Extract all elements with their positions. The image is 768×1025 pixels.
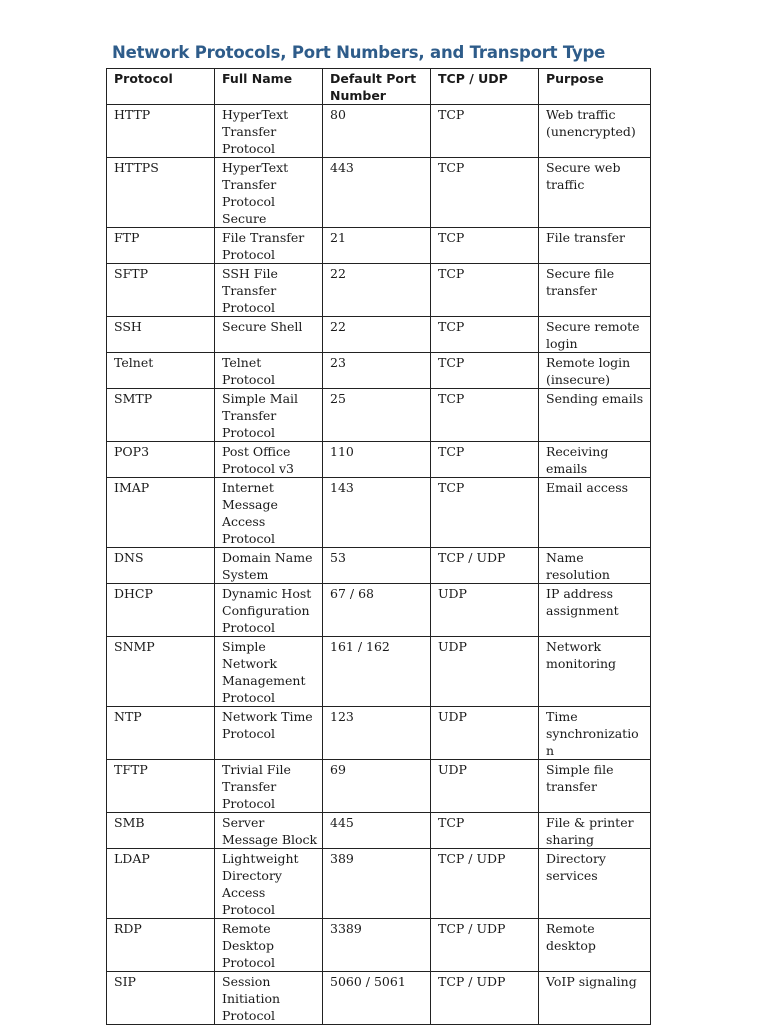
cell-protocol: NTP [107, 707, 215, 760]
cell-port: 143 [323, 478, 431, 548]
table-row [107, 442, 651, 478]
header-full-name: Full Name [215, 69, 323, 105]
cell-purpose: Secure remote login [539, 317, 651, 353]
header-row [107, 69, 651, 105]
table-row [107, 389, 651, 442]
cell-port: 67 / 68 [323, 584, 431, 637]
cell-protocol: LDAP [107, 849, 215, 919]
cell-purpose: File transfer [539, 228, 651, 264]
cell-transport: TCP / UDP [431, 548, 539, 584]
header-protocol: Protocol [107, 69, 215, 105]
cell-full-name: Trivial File Transfer Protocol [215, 760, 323, 813]
cell-protocol: SMTP [107, 389, 215, 442]
cell-transport: TCP / UDP [431, 919, 539, 972]
cell-purpose: Directory services [539, 849, 651, 919]
cell-full-name: Dynamic Host Configuration Protocol [215, 584, 323, 637]
cell-purpose: Time synchronization [539, 707, 651, 760]
cell-protocol: TFTP [107, 760, 215, 813]
cell-transport: TCP / UDP [431, 849, 539, 919]
cell-full-name: Server Message Block [215, 813, 323, 849]
table-row [107, 158, 651, 228]
cell-purpose: Remote login (insecure) [539, 353, 651, 389]
cell-port: 21 [323, 228, 431, 264]
cell-full-name: File Transfer Protocol [215, 228, 323, 264]
cell-protocol: RDP [107, 919, 215, 972]
cell-purpose: Sending emails [539, 389, 651, 442]
table-row [107, 548, 651, 584]
header-transport: TCP / UDP [431, 69, 539, 105]
cell-transport: TCP [431, 389, 539, 442]
cell-transport: UDP [431, 760, 539, 813]
cell-protocol: SSH [107, 317, 215, 353]
header-default-port: Default Port Number [323, 69, 431, 105]
cell-full-name: Secure Shell [215, 317, 323, 353]
cell-transport: UDP [431, 584, 539, 637]
cell-protocol: SFTP [107, 264, 215, 317]
cell-full-name: Simple Network Management Protocol [215, 637, 323, 707]
document-title: Network Protocols, Port Numbers, and Transport Type [112, 43, 606, 62]
cell-transport: TCP [431, 228, 539, 264]
table-row [107, 584, 651, 637]
cell-port: 389 [323, 849, 431, 919]
cell-protocol: IMAP [107, 478, 215, 548]
table-row [107, 105, 651, 158]
cell-protocol: SNMP [107, 637, 215, 707]
table-row [107, 478, 651, 548]
table-row [107, 707, 651, 760]
cell-purpose: Receiving emails [539, 442, 651, 478]
cell-port: 25 [323, 389, 431, 442]
header-purpose: Purpose [539, 69, 651, 105]
cell-purpose: Remote desktop [539, 919, 651, 972]
table-row [107, 353, 651, 389]
cell-full-name: Network Time Protocol [215, 707, 323, 760]
cell-port: 80 [323, 105, 431, 158]
cell-port: 23 [323, 353, 431, 389]
cell-purpose: File & printer sharing [539, 813, 651, 849]
cell-purpose: Simple file transfer [539, 760, 651, 813]
cell-transport: TCP / UDP [431, 972, 539, 1025]
cell-full-name: HyperText Transfer Protocol [215, 105, 323, 158]
cell-port: 53 [323, 548, 431, 584]
cell-port: 161 / 162 [323, 637, 431, 707]
cell-transport: TCP [431, 813, 539, 849]
cell-purpose: Secure web traffic [539, 158, 651, 228]
table-row [107, 849, 651, 919]
cell-full-name: Telnet Protocol [215, 353, 323, 389]
cell-full-name: Simple Mail Transfer Protocol [215, 389, 323, 442]
cell-port: 69 [323, 760, 431, 813]
cell-port: 3389 [323, 919, 431, 972]
table-row [107, 317, 651, 353]
table-row [107, 813, 651, 849]
cell-purpose: Secure file transfer [539, 264, 651, 317]
table-row [107, 972, 651, 1025]
cell-transport: TCP [431, 105, 539, 158]
cell-transport: TCP [431, 442, 539, 478]
cell-port: 445 [323, 813, 431, 849]
cell-purpose: VoIP signaling [539, 972, 651, 1025]
cell-full-name: SSH File Transfer Protocol [215, 264, 323, 317]
cell-protocol: FTP [107, 228, 215, 264]
cell-protocol: SIP [107, 972, 215, 1025]
cell-purpose: IP address assignment [539, 584, 651, 637]
cell-transport: UDP [431, 707, 539, 760]
cell-transport: UDP [431, 637, 539, 707]
cell-transport: TCP [431, 264, 539, 317]
cell-port: 22 [323, 317, 431, 353]
cell-transport: TCP [431, 317, 539, 353]
cell-transport: TCP [431, 158, 539, 228]
cell-full-name: Internet Message Access Protocol [215, 478, 323, 548]
cell-port: 443 [323, 158, 431, 228]
cell-protocol: DNS [107, 548, 215, 584]
cell-protocol: HTTP [107, 105, 215, 158]
cell-protocol: HTTPS [107, 158, 215, 228]
cell-protocol: Telnet [107, 353, 215, 389]
cell-port: 5060 / 5061 [323, 972, 431, 1025]
table-row [107, 228, 651, 264]
cell-purpose: Network monitoring [539, 637, 651, 707]
cell-full-name: Lightweight Directory Access Protocol [215, 849, 323, 919]
protocols-table [106, 68, 651, 1025]
cell-port: 22 [323, 264, 431, 317]
cell-port: 123 [323, 707, 431, 760]
table-row [107, 637, 651, 707]
table-row [107, 264, 651, 317]
cell-full-name: Post Office Protocol v3 [215, 442, 323, 478]
cell-purpose: Web traffic (unencrypted) [539, 105, 651, 158]
table-row [107, 760, 651, 813]
cell-protocol: SMB [107, 813, 215, 849]
cell-transport: TCP [431, 478, 539, 548]
cell-full-name: Session Initiation Protocol [215, 972, 323, 1025]
cell-transport: TCP [431, 353, 539, 389]
cell-port: 110 [323, 442, 431, 478]
cell-purpose: Email access [539, 478, 651, 548]
cell-protocol: DHCP [107, 584, 215, 637]
table-row [107, 919, 651, 972]
cell-purpose: Name resolution [539, 548, 651, 584]
cell-full-name: Remote Desktop Protocol [215, 919, 323, 972]
cell-protocol: POP3 [107, 442, 215, 478]
cell-full-name: HyperText Transfer Protocol Secure [215, 158, 323, 228]
cell-full-name: Domain Name System [215, 548, 323, 584]
table-body [107, 105, 651, 1025]
